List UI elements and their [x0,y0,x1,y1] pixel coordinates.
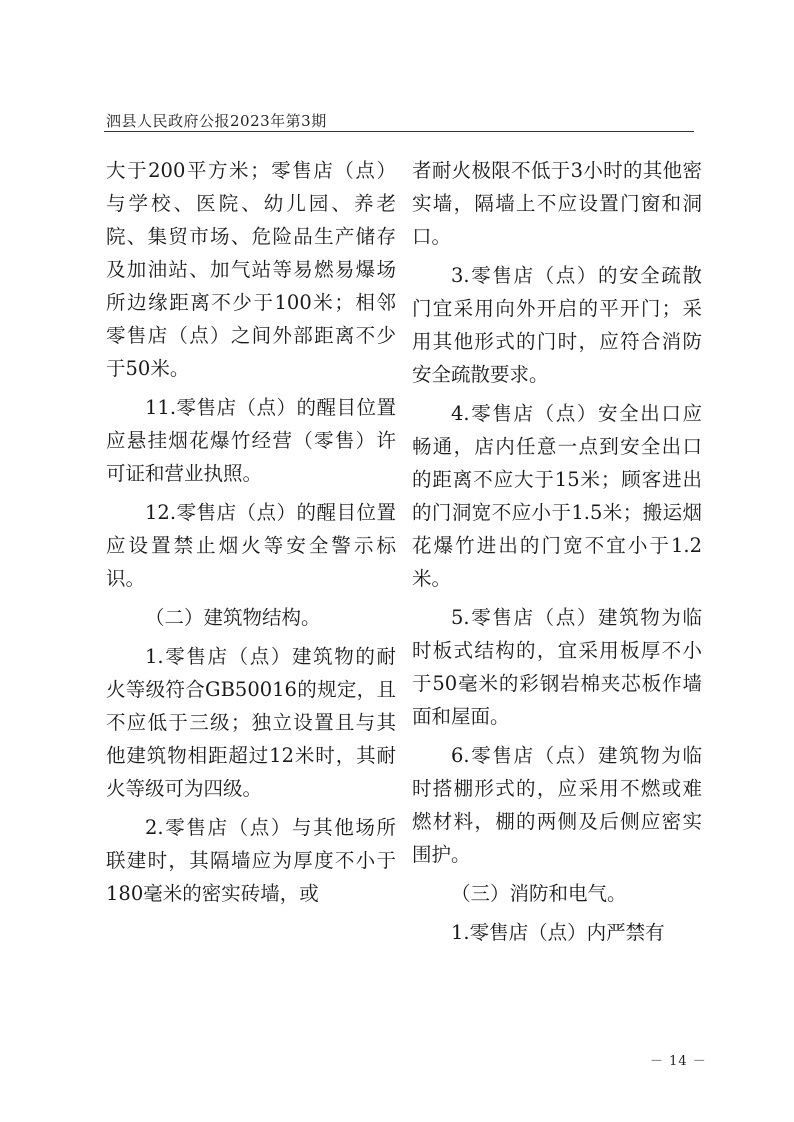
page-number: － 14 － [650,1054,707,1069]
right-column [412,154,702,951]
paragraph-structure-item-2-continued: 者耐火极限不低于3小时的其他密实墙，隔墙上不应设置门窗和洞口。 [412,159,702,248]
paragraph-structure-item-3: 3.零售店（点）的安全疏散门宜采用向外开启的平开门；采用其他形式的门时，应符合消防安全疏散要求。 [412,264,702,386]
left-column [106,154,396,912]
bulletin-header: 泗县人民政府公报2023年第3期 [106,112,327,130]
paragraph-item-11: 11.零售店（点）的醒目位置应悬挂烟花爆竹经营（零售）许可证和营业执照。 [106,396,396,485]
paragraph-structure-item-1: 1.零售店（点）建筑物的耐火等级符合GB50016的规定，且不应低于三级；独立设置且与其他建筑物相距超过12米时，其耐火等级可为四级。 [106,645,396,800]
paragraph-structure-item-6: 6.零售店（点）建筑物为临时搭棚形式的，应采用不燃或难燃材料，棚的两侧及后侧应密实围护。 [412,744,702,866]
paragraph-item-12: 12.零售店（点）的醒目位置应设置禁止烟火等安全警示标识。 [106,501,396,590]
paragraph-structure-item-4: 4.零售店（点）安全出口应畅通，店内任意一点到安全出口的距离不应大于15米；顾客进出的门洞宽不应小于1.5米；搬运烟花爆竹进出的门宽不宜小于1.2米。 [412,402,702,590]
paragraph-fire-item-1: 1.零售店（点）内严禁有 [451,921,665,944]
paragraph-distance-requirements: 大于200平方米；零售店（点）与学校、医院、幼儿园、养老院、集贸市场、危险品生产储存及加油站、加气站等易燃易爆场所边缘距离不少于100米；相邻零售店（点）之间外部距离不少于50米。 [106,159,396,380]
paragraph-structure-item-2: 2.零售店（点）与其他场所联建时，其隔墙应为厚度不小于180毫米的密实砖墙，或 [106,816,396,905]
section-heading-fire-and-electrical: （三）消防和电气。 [451,882,627,905]
header-divider [104,131,694,132]
section-heading-building-structure: （二）建筑物结构。 [145,606,321,629]
paragraph-structure-item-5: 5.零售店（点）建筑物为临时板式结构的，宜采用板厚不小于50毫米的彩钢岩棉夹芯板作墙面和屋面。 [412,606,702,728]
